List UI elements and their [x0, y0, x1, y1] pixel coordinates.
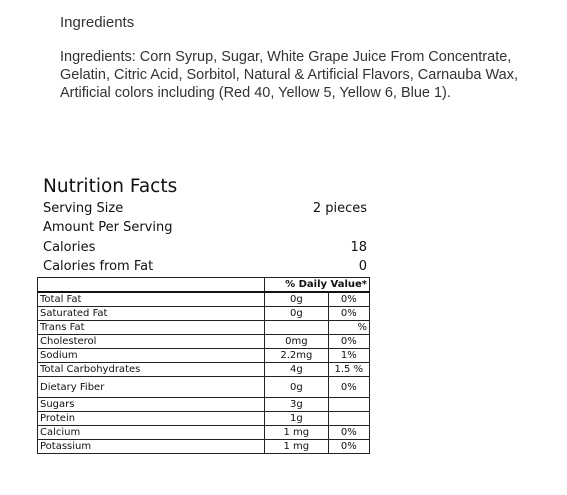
table-row: [38, 398, 370, 412]
ingredients-text: Ingredients: Corn Syrup, Sugar, White Grape Juice From Concentrate, Gelatin, Citric Acid, Sorbitol, Natural & Artificial Flavors, Carnauba Wax, Artificial colors including (Red 40, Yellow 5, Yellow 6, Blue 1).: [60, 49, 518, 101]
calories-value: 18: [350, 240, 367, 255]
nutrient-name: Protein: [38, 412, 265, 426]
nutrient-name: Sugars: [38, 398, 265, 412]
nutrient-daily-value: [328, 412, 369, 426]
nutrient-name: Trans Fat: [38, 321, 265, 335]
header-empty-cell: [38, 278, 265, 293]
table-row: [38, 321, 370, 335]
nutrient-amount: 4g: [265, 363, 329, 377]
nutrient-amount: 1g: [265, 412, 329, 426]
nutrient-name: Total Carbohydrates: [38, 363, 265, 377]
table-row: [38, 440, 370, 454]
nutrient-name: Calcium: [38, 426, 265, 440]
serving-size-row: [43, 201, 367, 220]
nutrient-name: Total Fat: [38, 292, 265, 307]
nutrient-amount: 1 mg: [265, 426, 329, 440]
calories-from-fat-label: Calories from Fat: [43, 259, 154, 274]
calories-row: [43, 240, 367, 259]
serving-size-value: 2 pieces: [312, 201, 367, 216]
nutrient-daily-value: 0%: [328, 292, 369, 307]
nutrient-daily-value: 0%: [328, 307, 369, 321]
nutrient-daily-value: 1.5 %: [328, 363, 369, 377]
nutrient-amount: 1 mg: [265, 440, 329, 454]
table-row: [38, 377, 370, 398]
nutrient-daily-value: 1%: [328, 349, 369, 363]
table-row: [38, 307, 370, 321]
nutrient-daily-value: 0%: [328, 335, 369, 349]
table-row: [38, 349, 370, 363]
table-row: [38, 412, 370, 426]
nutrient-amount: 0g: [265, 292, 329, 307]
nutrient-amount: 2.2mg: [265, 349, 329, 363]
nutrient-daily-value: 0%: [328, 377, 369, 398]
nutrient-amount: 0g: [265, 377, 329, 398]
calories-from-fat-row: [43, 259, 367, 278]
nutrient-name: Cholesterol: [38, 335, 265, 349]
daily-value-header-row: [38, 278, 370, 293]
nutrient-amount: 0mg: [265, 335, 329, 349]
nutrient-amount: [265, 321, 329, 335]
calories-from-fat-value: 0: [358, 259, 367, 274]
table-row: [38, 335, 370, 349]
nutrient-name: Sodium: [38, 349, 265, 363]
nutrient-daily-value: 0%: [328, 426, 369, 440]
serving-size-label: Serving Size: [43, 201, 124, 216]
table-row: [38, 363, 370, 377]
daily-value-header: % Daily Value*: [265, 278, 370, 293]
nutrient-name: Saturated Fat: [38, 307, 265, 321]
nutrient-daily-value: %: [328, 321, 369, 335]
amount-per-serving-row: [43, 220, 367, 239]
daily-value-table: [37, 277, 370, 454]
nutrient-amount: 3g: [265, 398, 329, 412]
amount-per-serving-label: Amount Per Serving: [43, 220, 173, 235]
nutrient-name: Dietary Fiber: [38, 377, 265, 398]
table-row: [38, 426, 370, 440]
nutrient-name: Potassium: [38, 440, 265, 454]
calories-label: Calories: [43, 240, 96, 255]
nutrient-amount: 0g: [265, 307, 329, 321]
nutrition-facts-title: Nutrition Facts: [43, 176, 178, 197]
nutrient-daily-value: 0%: [328, 440, 369, 454]
nutrient-daily-value: [328, 398, 369, 412]
ingredients-heading: Ingredients: [60, 14, 135, 31]
table-row: [38, 292, 370, 307]
